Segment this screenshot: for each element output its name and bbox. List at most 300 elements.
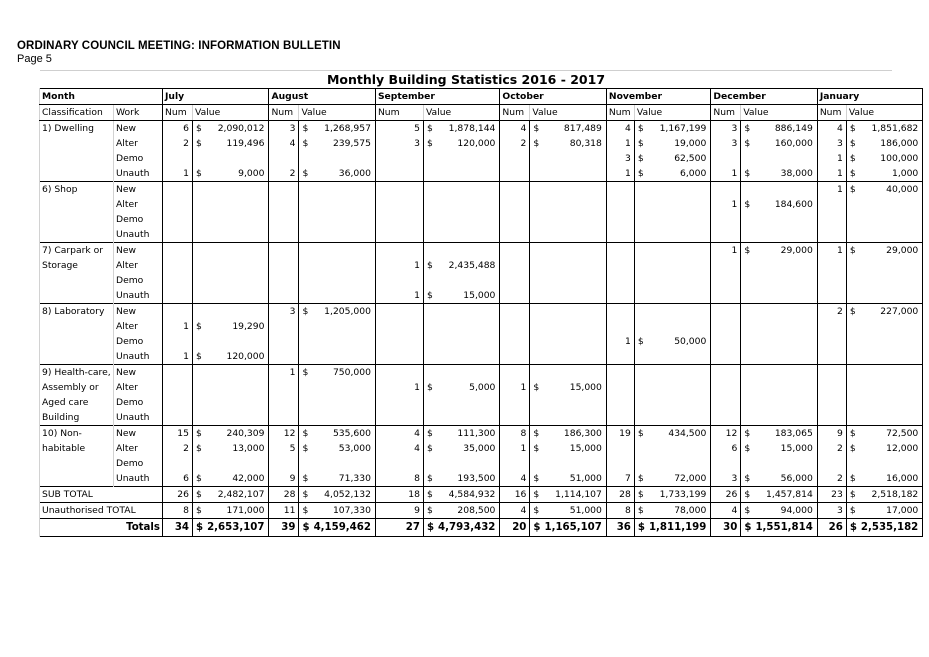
value-cell bbox=[647, 441, 711, 456]
currency-symbol: $ bbox=[533, 442, 540, 454]
value-cell: 1,733,199 bbox=[647, 487, 711, 503]
value-cell: 38,000 bbox=[780, 167, 813, 179]
value-cell: 434,500 bbox=[647, 426, 711, 442]
classification-cell bbox=[40, 151, 114, 166]
currency-symbol bbox=[193, 151, 206, 166]
value-cell: 886,149 bbox=[753, 121, 817, 137]
num-cell bbox=[375, 410, 423, 426]
classification-cell bbox=[40, 212, 114, 227]
value-cell: 80,318 bbox=[569, 137, 602, 149]
num-cell: 4 bbox=[500, 121, 530, 137]
currency-symbol: $ bbox=[302, 442, 309, 454]
value-cell bbox=[647, 349, 711, 365]
value-cell bbox=[753, 410, 817, 426]
currency-symbol bbox=[741, 182, 754, 198]
table-row bbox=[40, 243, 923, 259]
num-cell bbox=[711, 380, 741, 395]
currency-symbol bbox=[530, 349, 543, 365]
value-header: Value bbox=[634, 105, 710, 121]
currency-symbol: $ bbox=[741, 121, 754, 137]
num-cell bbox=[163, 456, 193, 471]
currency-symbol bbox=[741, 334, 754, 349]
currency-symbol bbox=[634, 456, 647, 471]
num-cell bbox=[269, 288, 299, 304]
currency-symbol bbox=[634, 349, 647, 365]
currency-symbol: $ bbox=[299, 487, 312, 503]
currency-symbol bbox=[299, 319, 312, 334]
currency-symbol: $ bbox=[299, 365, 312, 381]
table-row bbox=[40, 334, 923, 349]
currency-symbol bbox=[741, 258, 754, 273]
num-cell bbox=[817, 258, 846, 273]
table-row bbox=[40, 166, 923, 182]
value-cell: 13,000 bbox=[232, 442, 265, 454]
currency-symbol bbox=[193, 258, 206, 273]
num-cell: 4 bbox=[606, 121, 634, 137]
num-cell bbox=[375, 349, 423, 365]
currency-symbol bbox=[530, 182, 543, 198]
table-row bbox=[40, 288, 923, 304]
value-cell: 120,000 bbox=[226, 350, 265, 362]
currency-symbol bbox=[423, 395, 436, 410]
num-cell bbox=[711, 334, 741, 349]
currency-symbol: $ bbox=[634, 503, 647, 519]
num-cell: 7 bbox=[606, 471, 634, 487]
num-cell bbox=[817, 227, 846, 243]
currency-symbol bbox=[530, 258, 543, 273]
value-cell bbox=[753, 212, 817, 227]
currency-symbol: $ bbox=[423, 121, 436, 137]
currency-symbol bbox=[634, 212, 647, 227]
currency-symbol bbox=[193, 273, 206, 288]
num-cell: 1 bbox=[711, 243, 741, 259]
num-cell: 8 bbox=[163, 503, 193, 519]
value-cell: 2,518,182 bbox=[859, 487, 923, 503]
currency-symbol bbox=[634, 197, 647, 212]
value-cell bbox=[647, 319, 711, 334]
num-cell bbox=[269, 182, 299, 198]
num-cell bbox=[606, 349, 634, 365]
value-cell bbox=[859, 319, 923, 334]
num-cell bbox=[375, 212, 423, 227]
num-cell bbox=[269, 273, 299, 288]
value-header: Value bbox=[741, 105, 817, 121]
num-cell bbox=[500, 273, 530, 288]
currency-symbol bbox=[634, 243, 647, 259]
value-cell bbox=[647, 212, 711, 227]
num-cell: 1 bbox=[163, 349, 193, 365]
num-cell: 4 bbox=[269, 136, 299, 151]
work-cell: Alter bbox=[114, 380, 163, 395]
table-row bbox=[40, 319, 923, 334]
num-cell bbox=[163, 151, 193, 166]
num-cell: 1 bbox=[711, 197, 741, 212]
table-row bbox=[40, 212, 923, 227]
currency-symbol bbox=[634, 395, 647, 410]
currency-symbol bbox=[193, 197, 206, 212]
num-cell: 4 bbox=[375, 426, 423, 442]
currency-symbol: $ bbox=[196, 350, 202, 362]
num-cell: 26 bbox=[163, 487, 193, 503]
value-cell: 186,000 bbox=[880, 137, 919, 149]
value-cell bbox=[753, 319, 817, 334]
value-cell: 2,535,182 bbox=[859, 519, 923, 537]
work-cell: Alter bbox=[114, 136, 163, 151]
currency-symbol: $ bbox=[299, 503, 312, 519]
value-cell bbox=[543, 166, 607, 182]
currency-symbol bbox=[423, 410, 436, 426]
value-cell: 2,435,488 bbox=[448, 259, 496, 271]
table-row bbox=[40, 395, 923, 410]
value-cell: 208,500 bbox=[436, 503, 500, 519]
currency-symbol bbox=[634, 273, 647, 288]
currency-symbol bbox=[423, 456, 436, 471]
currency-symbol: $ bbox=[637, 335, 644, 347]
num-cell bbox=[500, 243, 530, 259]
num-cell bbox=[375, 365, 423, 381]
value-cell bbox=[753, 395, 817, 410]
work-cell: Demo bbox=[114, 151, 163, 166]
num-cell bbox=[269, 258, 299, 273]
value-cell: 50,000 bbox=[674, 335, 707, 347]
value-cell bbox=[543, 349, 607, 365]
num-cell bbox=[817, 456, 846, 471]
report-title: Monthly Building Statistics 2016 - 2017 bbox=[326, 72, 606, 87]
num-cell: 1 bbox=[711, 166, 741, 182]
work-cell: Unauth bbox=[114, 227, 163, 243]
value-cell: 160,000 bbox=[774, 137, 813, 149]
value-cell bbox=[753, 288, 817, 304]
value-cell bbox=[312, 197, 376, 212]
num-cell bbox=[606, 288, 634, 304]
currency-symbol: $ bbox=[744, 137, 751, 149]
value-cell bbox=[647, 395, 711, 410]
currency-symbol bbox=[423, 319, 436, 334]
currency-symbol bbox=[634, 182, 647, 198]
num-cell bbox=[500, 212, 530, 227]
value-cell bbox=[647, 273, 711, 288]
num-cell bbox=[163, 334, 193, 349]
currency-symbol bbox=[741, 288, 754, 304]
currency-symbol bbox=[634, 258, 647, 273]
num-cell: 6 bbox=[163, 121, 193, 137]
currency-symbol: $ bbox=[744, 198, 751, 210]
num-cell bbox=[817, 380, 846, 395]
classification-cell: Aged care bbox=[40, 395, 114, 410]
currency-symbol: $ bbox=[846, 487, 859, 503]
table-row bbox=[40, 456, 923, 471]
num-cell: 8 bbox=[375, 471, 423, 487]
value-cell: 1,114,107 bbox=[543, 487, 607, 503]
value-cell bbox=[859, 212, 923, 227]
currency-symbol bbox=[741, 395, 754, 410]
work-cell: New bbox=[114, 243, 163, 259]
table-row bbox=[40, 197, 923, 212]
num-cell: 34 bbox=[163, 519, 193, 537]
value-cell bbox=[205, 151, 269, 166]
num-cell bbox=[500, 151, 530, 166]
value-cell bbox=[205, 456, 269, 471]
num-cell bbox=[606, 441, 634, 456]
currency-symbol bbox=[193, 395, 206, 410]
num-cell: 5 bbox=[269, 441, 299, 456]
currency-symbol: $ bbox=[741, 487, 754, 503]
num-cell: 2 bbox=[269, 166, 299, 182]
currency-symbol bbox=[299, 410, 312, 426]
value-header: Value bbox=[299, 105, 375, 121]
value-cell bbox=[436, 456, 500, 471]
value-cell: 171,000 bbox=[205, 503, 269, 519]
value-cell bbox=[436, 319, 500, 334]
value-cell bbox=[312, 151, 376, 166]
value-cell bbox=[543, 151, 607, 166]
num-cell bbox=[711, 365, 741, 381]
currency-symbol bbox=[530, 456, 543, 471]
table-row bbox=[40, 227, 923, 243]
num-cell bbox=[817, 319, 846, 334]
num-cell bbox=[163, 212, 193, 227]
currency-symbol: $ bbox=[193, 487, 206, 503]
value-cell: 12,000 bbox=[886, 442, 919, 454]
subtotal-label: SUB TOTAL bbox=[40, 487, 163, 503]
num-cell bbox=[817, 197, 846, 212]
classification-cell: Assembly or bbox=[40, 380, 114, 395]
currency-symbol bbox=[741, 227, 754, 243]
currency-symbol: $ bbox=[299, 519, 312, 537]
num-cell bbox=[269, 456, 299, 471]
table-row bbox=[40, 365, 923, 381]
num-cell: 15 bbox=[163, 426, 193, 442]
currency-symbol bbox=[530, 273, 543, 288]
num-cell: 11 bbox=[269, 503, 299, 519]
value-cell bbox=[205, 212, 269, 227]
work-cell: New bbox=[114, 426, 163, 442]
classification-cell: 9) Health-care, bbox=[40, 365, 114, 381]
table-row bbox=[40, 380, 923, 395]
currency-symbol bbox=[846, 288, 859, 304]
currency-symbol: $ bbox=[193, 503, 206, 519]
value-cell: 62,500 bbox=[674, 152, 707, 164]
num-cell: 2 bbox=[163, 136, 193, 151]
num-cell bbox=[500, 258, 530, 273]
currency-symbol: $ bbox=[196, 472, 202, 484]
num-cell bbox=[817, 212, 846, 227]
currency-symbol bbox=[193, 227, 206, 243]
num-cell bbox=[711, 182, 741, 198]
value-cell bbox=[312, 456, 376, 471]
num-cell: 26 bbox=[711, 487, 741, 503]
num-cell bbox=[500, 365, 530, 381]
value-cell: 1,167,199 bbox=[647, 121, 711, 137]
num-cell: 28 bbox=[269, 487, 299, 503]
work-cell: Alter bbox=[114, 441, 163, 456]
classification-cell bbox=[40, 334, 114, 349]
currency-symbol: $ bbox=[193, 121, 206, 137]
currency-symbol: $ bbox=[302, 137, 309, 149]
num-cell: 1 bbox=[163, 166, 193, 182]
value-cell: 817,489 bbox=[543, 121, 607, 137]
currency-symbol: $ bbox=[741, 503, 754, 519]
value-cell: 750,000 bbox=[312, 365, 376, 381]
currency-symbol bbox=[299, 273, 312, 288]
num-cell bbox=[606, 182, 634, 198]
num-cell: 1 bbox=[375, 258, 423, 273]
value-cell bbox=[205, 395, 269, 410]
currency-symbol bbox=[299, 243, 312, 259]
num-cell bbox=[375, 456, 423, 471]
value-cell: 19,290 bbox=[232, 320, 265, 332]
currency-symbol bbox=[530, 288, 543, 304]
num-cell: 3 bbox=[711, 121, 741, 137]
table-row bbox=[40, 136, 923, 151]
num-header: Num bbox=[500, 105, 530, 121]
value-cell: 184,600 bbox=[774, 198, 813, 210]
currency-symbol bbox=[846, 319, 859, 334]
currency-symbol bbox=[846, 365, 859, 381]
currency-symbol: $ bbox=[634, 426, 647, 442]
currency-symbol bbox=[530, 334, 543, 349]
work-cell: Demo bbox=[114, 334, 163, 349]
currency-symbol: $ bbox=[426, 381, 433, 393]
num-cell bbox=[375, 395, 423, 410]
num-cell bbox=[269, 395, 299, 410]
currency-symbol: $ bbox=[846, 121, 859, 137]
num-cell bbox=[711, 319, 741, 334]
currency-symbol bbox=[530, 319, 543, 334]
value-cell bbox=[205, 288, 269, 304]
currency-symbol bbox=[299, 212, 312, 227]
num-cell: 39 bbox=[269, 519, 299, 537]
num-cell: 9 bbox=[817, 426, 846, 442]
value-cell bbox=[543, 197, 607, 212]
num-cell bbox=[606, 258, 634, 273]
value-cell bbox=[436, 212, 500, 227]
classification-cell bbox=[40, 349, 114, 365]
value-cell: 227,000 bbox=[859, 304, 923, 320]
currency-symbol bbox=[634, 288, 647, 304]
value-cell bbox=[647, 410, 711, 426]
num-cell bbox=[817, 334, 846, 349]
num-cell bbox=[606, 243, 634, 259]
num-cell: 4 bbox=[375, 441, 423, 456]
value-cell bbox=[543, 258, 607, 273]
currency-symbol bbox=[423, 365, 436, 381]
currency-symbol: $ bbox=[744, 472, 751, 484]
num-cell bbox=[375, 151, 423, 166]
value-cell: 9,000 bbox=[238, 167, 265, 179]
currency-symbol: $ bbox=[426, 472, 433, 484]
currency-symbol bbox=[846, 227, 859, 243]
num-cell: 16 bbox=[500, 487, 530, 503]
value-cell bbox=[859, 197, 923, 212]
value-cell: 1,268,957 bbox=[312, 121, 376, 137]
currency-symbol: $ bbox=[196, 137, 202, 149]
num-cell bbox=[375, 182, 423, 198]
value-cell bbox=[647, 197, 711, 212]
currency-symbol: $ bbox=[423, 503, 436, 519]
currency-symbol bbox=[530, 227, 543, 243]
currency-symbol: $ bbox=[849, 152, 856, 164]
currency-symbol bbox=[530, 395, 543, 410]
currency-symbol bbox=[634, 227, 647, 243]
num-cell bbox=[269, 410, 299, 426]
currency-symbol bbox=[846, 395, 859, 410]
currency-symbol: $ bbox=[634, 519, 647, 537]
value-cell bbox=[436, 166, 500, 182]
classification-cell: 7) Carpark or bbox=[40, 243, 114, 259]
currency-symbol: $ bbox=[634, 487, 647, 503]
currency-symbol: $ bbox=[846, 304, 859, 320]
currency-symbol: $ bbox=[426, 137, 433, 149]
value-cell bbox=[205, 365, 269, 381]
num-cell bbox=[606, 212, 634, 227]
work-cell: Unauth bbox=[114, 471, 163, 487]
value-cell bbox=[647, 304, 711, 320]
num-cell bbox=[606, 197, 634, 212]
num-cell: 1 bbox=[269, 365, 299, 381]
currency-symbol: $ bbox=[193, 426, 206, 442]
currency-symbol: $ bbox=[302, 472, 309, 484]
work-cell: Unauth bbox=[114, 410, 163, 426]
num-header: Num bbox=[269, 105, 299, 121]
value-cell: 17,000 bbox=[859, 503, 923, 519]
currency-symbol bbox=[423, 197, 436, 212]
work-cell: New bbox=[114, 304, 163, 320]
value-cell bbox=[312, 349, 376, 365]
table-row bbox=[40, 258, 923, 273]
table-row bbox=[40, 151, 923, 166]
currency-symbol bbox=[530, 304, 543, 320]
num-cell: 4 bbox=[711, 503, 741, 519]
currency-symbol: $ bbox=[530, 426, 543, 442]
currency-symbol bbox=[193, 182, 206, 198]
value-cell bbox=[312, 380, 376, 395]
currency-symbol bbox=[193, 243, 206, 259]
currency-symbol: $ bbox=[637, 152, 644, 164]
num-cell: 23 bbox=[817, 487, 846, 503]
value-cell bbox=[543, 395, 607, 410]
num-cell bbox=[500, 319, 530, 334]
value-cell bbox=[436, 395, 500, 410]
value-cell bbox=[753, 380, 817, 395]
currency-symbol: $ bbox=[846, 243, 859, 259]
num-cell bbox=[163, 288, 193, 304]
value-cell bbox=[647, 288, 711, 304]
value-header: Value bbox=[423, 105, 499, 121]
value-cell: 4,793,432 bbox=[436, 519, 500, 537]
num-cell bbox=[163, 258, 193, 273]
value-cell: 53,000 bbox=[338, 442, 371, 454]
value-cell bbox=[647, 456, 711, 471]
currency-symbol: $ bbox=[846, 503, 859, 519]
value-cell bbox=[753, 456, 817, 471]
value-cell: 1,851,682 bbox=[859, 121, 923, 137]
value-cell bbox=[205, 258, 269, 273]
month-header: January bbox=[817, 89, 922, 105]
value-cell: 56,000 bbox=[780, 472, 813, 484]
work-cell: New bbox=[114, 365, 163, 381]
currency-symbol: $ bbox=[744, 167, 751, 179]
value-cell bbox=[859, 334, 923, 349]
value-cell: 5,000 bbox=[469, 381, 496, 393]
work-label: Work bbox=[114, 105, 163, 121]
currency-symbol: $ bbox=[637, 137, 644, 149]
currency-symbol bbox=[530, 151, 543, 166]
value-cell bbox=[859, 456, 923, 471]
num-cell bbox=[711, 258, 741, 273]
value-cell bbox=[436, 273, 500, 288]
value-cell bbox=[312, 243, 376, 259]
